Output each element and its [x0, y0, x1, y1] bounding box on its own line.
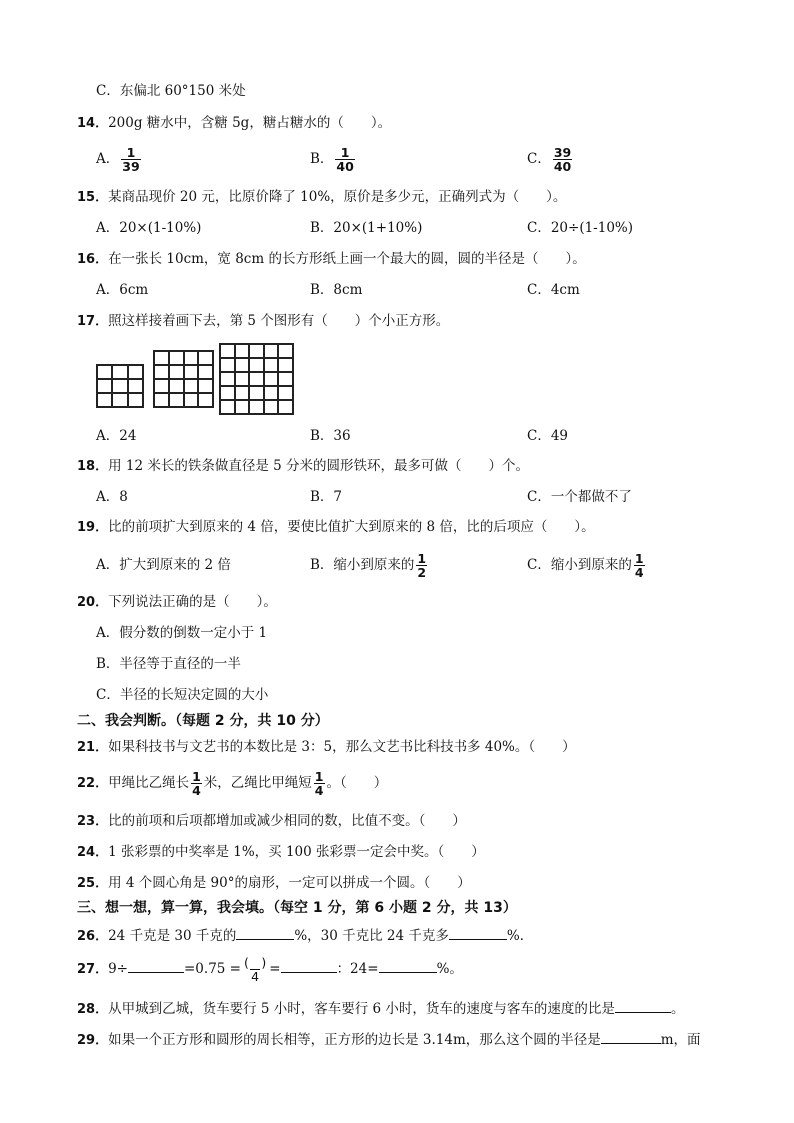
option-label: B．	[310, 151, 334, 167]
answer-blank[interactable]	[449, 926, 507, 940]
figure-grid-3x3	[96, 364, 144, 408]
question-text: 9÷	[108, 961, 128, 977]
q17-option-b[interactable]: B．36	[310, 428, 351, 444]
section-heading-fill-in: 三、想一想，算一算，我会填。（每空 1 分，第 6 小题 2 分，共 13）	[77, 900, 517, 916]
q20-option-c[interactable]: C．半径的长短决定圆的大小	[96, 687, 269, 703]
question-text: 甲绳比乙绳长	[108, 775, 190, 791]
question-text: 如果一个正方形和圆形的周长相等，正方形的边长是 3.14m，那么这个圆的半径是	[108, 1032, 601, 1048]
question-14	[77, 114, 391, 133]
question-text: %．	[506, 928, 534, 944]
question-text: 某商品现价 20 元，比原价降了 10%，原价是多少元，正确列式为（ ）。	[108, 189, 567, 205]
q16-option-b[interactable]: B．8cm	[310, 282, 363, 298]
fraction: $\frac{39}{40}$	[553, 145, 572, 174]
q16-option-c[interactable]: C．4cm	[527, 282, 580, 298]
q18-option-b[interactable]: B．7	[310, 489, 343, 505]
q20-option-b[interactable]: B．半径等于直径的一半	[96, 656, 241, 672]
question-number: 19．	[77, 520, 109, 535]
question-text: 下列说法正确的是（ ）。	[108, 594, 277, 610]
fraction: $\frac{( )}{4}$	[243, 955, 267, 984]
question-text: 。	[670, 1001, 685, 1017]
answer-blank[interactable]	[281, 959, 337, 973]
question-25	[77, 874, 471, 893]
fraction: $\frac{1}{4}$	[192, 769, 201, 798]
question-text: =0.75 =	[184, 961, 241, 977]
option-text: B．缩小到原来的	[310, 557, 415, 573]
q19-option-b[interactable]	[310, 550, 429, 580]
q13-option-c: C．东偏北 60°150 米处	[96, 83, 246, 99]
question-number: 24．	[77, 845, 109, 860]
answer-blank[interactable]	[379, 959, 437, 973]
question-18	[77, 457, 529, 476]
q16-option-a[interactable]: A．6cm	[96, 282, 149, 298]
section-heading-judgement: 二、我会判断。（每题 2 分，共 10 分）	[77, 713, 329, 729]
question-text: %。	[436, 961, 463, 977]
question-number: 16．	[77, 252, 109, 267]
question-21	[77, 738, 576, 757]
question-text: 用 4 个圆心角是 90°的扇形，一定可以拼成一个圆。（ ）	[108, 875, 471, 891]
question-number: 15．	[77, 190, 109, 205]
question-15	[77, 188, 566, 207]
question-number: 17．	[77, 314, 109, 329]
question-27	[77, 954, 463, 985]
question-text: 如果科技书与文艺书的本数比是 3：5，那么文艺书比科技书多 40%。（ ）	[108, 739, 576, 755]
fraction: $\frac{1}{4}$	[634, 551, 644, 580]
question-28	[77, 999, 684, 1019]
answer-blank[interactable]	[615, 999, 671, 1013]
q18-option-a[interactable]: A．8	[96, 489, 128, 505]
question-text: 比的前项扩大到原来的 4 倍，要使比值扩大到原来的 8 倍，比的后项应（ ）。	[108, 519, 595, 535]
question-number: 23．	[77, 814, 109, 829]
question-29	[77, 1030, 701, 1050]
q15-option-b[interactable]: B．20×(1+10%)	[310, 220, 423, 236]
q14-option-c[interactable]	[527, 144, 574, 174]
figure-grid-4x4	[153, 350, 214, 408]
question-number: 21．	[77, 740, 109, 755]
question-text: 照这样接着画下去，第 5 个图形有（ ）个小正方形。	[108, 313, 450, 329]
q15-option-c[interactable]: C．20÷(1-10%)	[527, 220, 634, 236]
q15-option-a[interactable]: A．20×(1-10%)	[96, 220, 202, 236]
question-text: 在一张长 10cm，宽 8cm 的长方形纸上画一个最大的圆，圆的半径是（ ）。	[108, 251, 586, 267]
answer-blank[interactable]	[236, 926, 294, 940]
q19-option-a[interactable]: A．扩大到原来的 2 倍	[96, 557, 231, 573]
question-text: 200g 糖水中，含糖 5g，糖占糖水的（ ）。	[108, 115, 392, 131]
question-24	[77, 843, 485, 862]
question-text: %，30 千克比 24 千克多	[294, 928, 449, 944]
q14-option-a[interactable]	[96, 144, 143, 174]
question-text: 24 千克是 30 千克的	[108, 928, 237, 944]
question-number: 18．	[77, 459, 109, 474]
question-number: 28．	[77, 1002, 109, 1017]
question-number: 29．	[77, 1033, 109, 1048]
q20-option-a[interactable]: A．假分数的倒数一定小于 1	[96, 625, 268, 641]
question-number: 26．	[77, 929, 109, 944]
q14-option-b[interactable]	[310, 144, 357, 174]
question-number: 14．	[77, 116, 109, 131]
question-text: 比的前项和后项都增加或减少相同的数，比值不变。（ ）	[108, 813, 466, 829]
question-17	[77, 312, 449, 331]
q19-option-c[interactable]	[527, 550, 647, 580]
question-23	[77, 812, 466, 831]
question-text: 1 张彩票的中奖率是 1%，买 100 张彩票一定会中奖。（ ）	[108, 844, 485, 860]
question-number: 20．	[77, 595, 109, 610]
fraction: $\frac{1}{39}$	[122, 145, 140, 174]
question-16	[77, 250, 586, 269]
question-26	[77, 926, 533, 946]
question-text: 。（ ）	[326, 775, 388, 791]
question-number: 27．	[77, 962, 109, 977]
question-19	[77, 518, 595, 537]
question-text: m，面	[660, 1032, 701, 1048]
answer-blank[interactable]	[128, 959, 184, 973]
fraction: $\frac{1}{4}$	[314, 769, 324, 798]
q18-option-c[interactable]: C．一个都做不了	[527, 489, 632, 505]
question-number: 25．	[77, 876, 109, 891]
question-text: 米，乙绳比甲绳短	[203, 775, 312, 791]
question-number: 22．	[77, 776, 109, 791]
question-text: =	[269, 961, 281, 977]
question-text: 从甲城到乙城，货车要行 5 小时，客车要行 6 小时，货车的速度与客车的速度的比是	[108, 1001, 615, 1017]
q17-option-c[interactable]: C．49	[527, 428, 569, 444]
option-text: C．缩小到原来的	[527, 557, 632, 573]
question-text: ：24=	[336, 961, 379, 977]
figure-grid-5x5	[219, 343, 294, 415]
fraction: $\frac{1}{40}$	[336, 145, 354, 174]
option-label: C．	[527, 151, 551, 167]
option-label: A．	[96, 151, 120, 167]
question-20	[77, 593, 277, 612]
question-text: 用 12 米长的铁条做直径是 5 分米的圆形铁环，最多可做（ ）个。	[108, 458, 530, 474]
q17-option-a[interactable]: A．24	[96, 428, 137, 444]
answer-blank[interactable]	[601, 1030, 661, 1044]
fraction: $\frac{1}{2}$	[417, 551, 427, 580]
question-22	[77, 768, 387, 799]
